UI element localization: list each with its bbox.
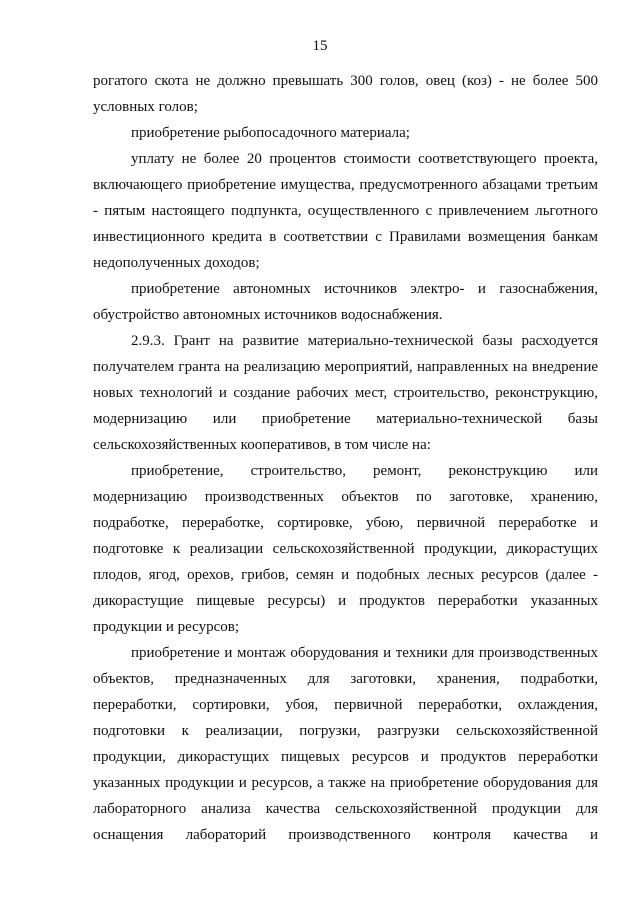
page-number: 15 bbox=[312, 38, 328, 54]
paragraph-1: рогатого скота не должно превышать 300 голов, овец (коз) - не более 500 условных голов; bbox=[93, 73, 598, 115]
paragraph-5: 2.9.3. Грант на развитие материально-технической базы расходуется получателем гранта на реализацию мероприятий, направленных на внедрение новых технологий и создание рабочих мест, строительство, реконструкцию, модернизацию или приобретение материально-технической базы сельскохозяйственных кооперативов, в том числе на: bbox=[93, 333, 598, 453]
paragraph-6: приобретение, строительство, ремонт, реконструкцию или модернизацию производственных объектов по заготовке, хранению, подработке, переработке, сортировке, убою, первичной переработке и подготовке к реализации сельскохозяйственной продукции, дикорастущих плодов, ягод, орехов, грибов, семян и подобных лесных ресурсов (далее - дикорастущие пищевые ресурсы) и продуктов переработки указанных продукции и ресурсов; bbox=[93, 463, 598, 635]
paragraph-2: приобретение рыбопосадочного материала; bbox=[131, 125, 410, 141]
body-text bbox=[93, 68, 598, 848]
paragraph-7: приобретение и монтаж оборудования и техники для производственных объектов, предназначенных для заготовки, хранения, подработки, переработки, сортировки, убоя, первичной переработки, охлаждения, подготовки к реализации, погрузки, разгрузки сельскохозяйственной продукции, дикорастущих пищевых ресурсов и продуктов переработки указанных продукции и ресурсов, а также на приобретение оборудования для лабораторного анализа качества сельскохозяйственной продукции для оснащения лабораторий производственного контроля качества и bbox=[93, 645, 598, 843]
paragraph-4: приобретение автономных источников электро- и газоснабжения, обустройство автономных источников водоснабжения. bbox=[93, 281, 598, 323]
paragraph-3: уплату не более 20 процентов стоимости соответствующего проекта, включающего приобретение имущества, предусмотренного абзацами третьим - пятым настоящего подпункта, осуществленного с привлечением льготного инвестиционного кредита в соответствии с Правилами возмещения банкам недополученных доходов; bbox=[93, 151, 598, 271]
